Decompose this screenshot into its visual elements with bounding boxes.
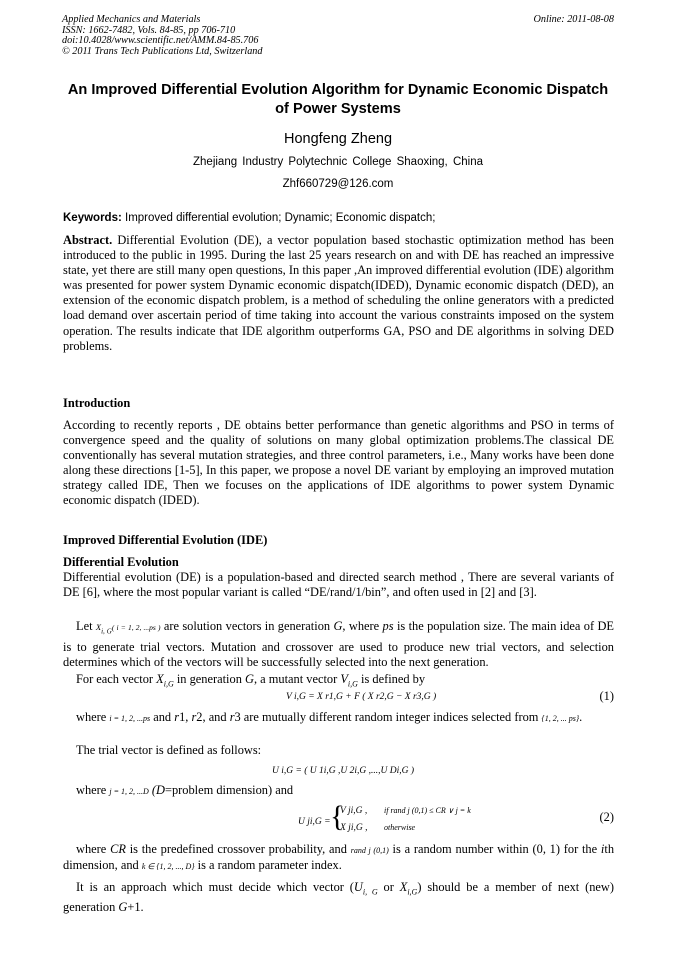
ide-heading: Improved Differential Evolution (IDE) bbox=[63, 533, 268, 547]
trial-vector-text: The trial vector is defined as follows: bbox=[76, 743, 262, 757]
introduction-heading: Introduction bbox=[63, 396, 131, 410]
de-paragraph-1: Differential evolution (DE) is a population-based and directed search method , There are several variants of DE [6], where the most popular variant is called “DE/rand/1/bin”, and often used in [2] and [3]. bbox=[63, 570, 614, 600]
equation-2-case-1: V ji,G , bbox=[340, 806, 368, 816]
keywords bbox=[63, 212, 435, 224]
keywords-label: Keywords: bbox=[63, 212, 122, 224]
keywords-text: Improved differential evolution; Dynamic; Economic dispatch; bbox=[125, 212, 436, 224]
de-heading: Differential Evolution bbox=[63, 555, 179, 569]
equation-1: V i,G = X r1,G + F ( X r2,G − X r3,G ) bbox=[286, 692, 437, 702]
final-paragraph: It is an approach which must decide which vector ($U_{i, G}$ or $X_{i,G}$) should be a member of next (new) generation G+1. bbox=[63, 880, 614, 914]
author-email[interactable]: Zhf660729@126.com bbox=[282, 178, 394, 190]
where-paragraph-2: where j = 1, 2, ...D (D=problem dimension) and bbox=[76, 783, 294, 797]
abstract bbox=[63, 233, 614, 354]
online-date: Online: 2011-08-08 bbox=[533, 14, 614, 25]
crossover-paragraph: where CR is the predefined crossover probability, and rand j (0,1) is a random number within (0, 1) for the ith dimension, and k ∈ {1, 2, ..., D} is a random parameter index. bbox=[63, 842, 615, 873]
issn-line: ISSN: 1662-7482, Vols. 84-85, pp 706-710 bbox=[62, 24, 236, 36]
abstract-label: Abstract. bbox=[63, 233, 113, 247]
journal-name: Applied Mechanics and Materials bbox=[62, 14, 201, 25]
abstract-text: Differential Evolution (DE), a vector population based stochastic optimization method has been introduced to the public in 1995. During the last 25 years research on and with DE has reached an impressive state, yet there are still many open questions, In this paper ,An improved differential evolution (IDE) algorithm was presented for power system Dynamic economic dispatch(IDED), Dynamic economic dispatch (DED), an extension of the economic dispatch problem, is a method of scheduling the online generators with a predicted load demand over ascertain period of time taking into account the various constraints imposed on the system operation. The results indicate that IDE algorithm outperforms GA, PSO and DE algorithms in solving DED problems. bbox=[63, 233, 614, 353]
copyright-line: © 2011 Trans Tech Publications Ltd, Switzerland bbox=[62, 45, 263, 57]
doi-line[interactable]: doi:10.4028/www.scientific.net/AMM.84-85.706 bbox=[62, 35, 259, 47]
journal-header bbox=[62, 15, 262, 57]
author-name: Hongfeng Zheng bbox=[283, 131, 393, 147]
equation-2-lhs: U ji,G = bbox=[298, 817, 331, 827]
equation-1-number: (1) bbox=[599, 689, 614, 703]
paper-title: An Improved Differential Evolution Algorithm for Dynamic Economic Dispatch of Power Systems bbox=[67, 82, 609, 117]
equation-2-condition-2: otherwise bbox=[384, 823, 416, 832]
equation-2-condition-1: if rand j (0,1) ≤ CR ∨ j = k bbox=[384, 806, 471, 815]
introduction-text: According to recently reports , DE obtains better performance than genetic algorithms and PSO in terms of convergence speed and the quality of solutions on many global optimization problems.The classical DE conventionally has several mutation strategies, and three control parameters, i.e., Many works have been done along these directions [1-5], In this paper, we propose a novel DE variant by employing an improved mutation strategy called IDE, Then we focuses on the applications of IDE algorithms to power system Dynamic economic dispatch (IDED). bbox=[63, 418, 614, 508]
equation-2-case-2: X ji,G , bbox=[340, 823, 368, 833]
where-paragraph-1: where i = 1, 2, ...ps and r1, r2, and r3 are mutually different random integer indices selected from {1, 2, ... ps}. bbox=[76, 710, 583, 724]
equation-2-brace: { bbox=[330, 800, 345, 833]
author-affiliation: Zhejiang Industry Polytechnic College Shaoxing, China bbox=[193, 156, 483, 168]
de-paragraph-3: For each vector $X_{i,G}$ in generation G, a mutant vector $V_{i,G}$ is defined by bbox=[76, 672, 426, 689]
de-paragraph-2: Let $X_{i, G}$( i = 1, 2, ...ps ) are solution vectors in generation G, where ps is the population size. The main idea of DE is to generate trial vectors. Mutation and crossover are used to produce new trial vectors, and selection determines which of the vectors will be successfully selected into the next generation. bbox=[63, 619, 614, 669]
trial-vector-equation: U i,G = ( U 1i,G ,U 2i,G ,...,U Di,G ) bbox=[272, 766, 415, 776]
equation-2-number: (2) bbox=[599, 810, 614, 824]
